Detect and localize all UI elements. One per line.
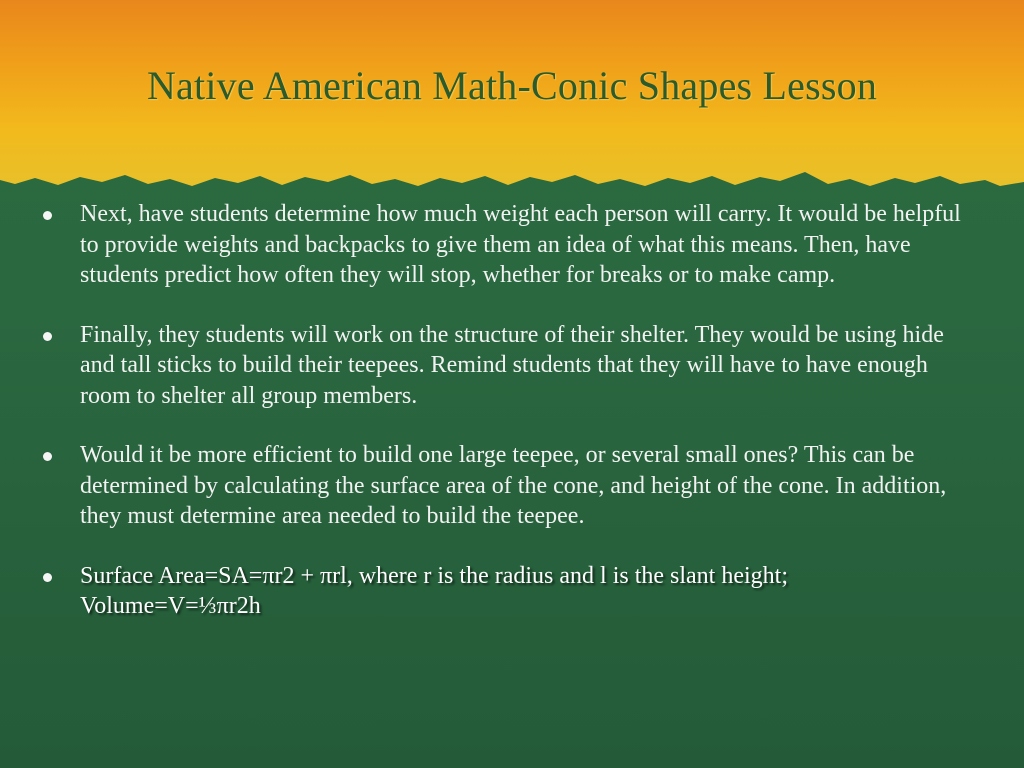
bullet-item [40, 199, 970, 291]
bullet-text: Would it be more efficient to build one large teepee, or several small ones? This can be determined by calculating the surface area of the cone, and height of the cone. In addition, they must determine area needed to build the teepee. [80, 442, 947, 529]
bullet-dot-icon [43, 452, 52, 461]
bullet-item [40, 440, 970, 532]
bullet-item [40, 561, 970, 622]
bullet-list [40, 199, 970, 651]
bullet-item [40, 320, 970, 412]
bullet-text: Surface Area=SA=πr2 + πrl, where r is the radius and l is the slant height; Volume=V=⅓πr2h [80, 562, 788, 619]
bullet-text: Next, have students determine how much weight each person will carry. It would be helpful to provide weights and backpacks to give them an idea of what this means. Then, have students predict how often they will stop, whether for breaks or to make camp. [80, 201, 961, 288]
bullet-dot-icon [43, 211, 52, 220]
slide-title: Native American Math-Conic Shapes Lesson [146, 63, 878, 108]
bullet-dot-icon [43, 332, 52, 341]
bullet-text: Finally, they students will work on the structure of their shelter. They would be using hide and tall sticks to build their teepees. Remind students that they will have to have enough room to shelter all group members. [80, 321, 944, 409]
bullet-dot-icon [43, 573, 52, 582]
